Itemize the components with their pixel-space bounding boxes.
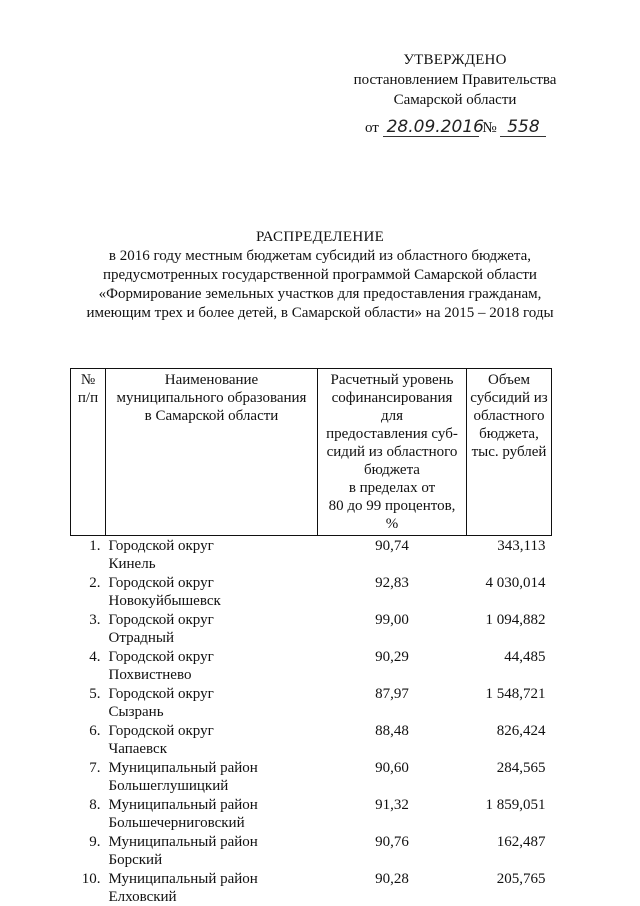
table-row <box>71 647 552 684</box>
row-volume: 1 548,721 <box>485 686 546 702</box>
header-number: № п/п <box>71 369 106 536</box>
approval-line-2: Самарской области <box>393 92 517 108</box>
title-line-4: имеющим трех и более детей, в Самарской области» на 2015 – 2018 годы <box>86 305 554 321</box>
header-municipality: Наименование муниципального образования в Самарской области <box>106 369 318 536</box>
table-row <box>71 721 552 758</box>
row-number: 3. <box>89 612 101 628</box>
handwritten-date: 28.09.2016 <box>383 118 479 137</box>
approval-line-1: постановлением Правительства <box>353 72 557 88</box>
row-rate: 90,60 <box>375 760 409 776</box>
row-rate: 87,97 <box>375 686 409 702</box>
row-municipality: Городской округ Кинель <box>108 538 214 572</box>
table-header-row <box>71 369 552 536</box>
row-municipality: Муниципальный район Борский <box>108 834 258 868</box>
title-main: РАСПРЕДЕЛЕНИЕ <box>255 229 385 245</box>
row-municipality: Городской округ Новокуйбышевск <box>108 575 221 609</box>
table-row <box>71 795 552 832</box>
row-rate: 88,48 <box>375 723 409 739</box>
number-label: № <box>482 120 497 136</box>
from-label: от <box>365 120 379 136</box>
header-cofinancing-rate: Расчетный уровень софинансирования для предоставления суб- сидий из областного бюджета в пределах от 80 до 99 процентов, % <box>318 369 467 536</box>
row-volume: 162,487 <box>496 834 546 850</box>
table-row <box>71 684 552 721</box>
row-volume: 826,424 <box>496 723 546 739</box>
row-municipality: Городской округ Чапаевск <box>108 723 214 757</box>
row-volume: 1 859,051 <box>485 797 546 813</box>
row-rate: 99,00 <box>375 612 409 628</box>
row-number: 5. <box>89 686 101 702</box>
row-rate: 92,83 <box>375 575 409 591</box>
row-number: 8. <box>89 797 101 813</box>
row-number: 6. <box>89 723 101 739</box>
title-line-1: в 2016 году местным бюджетам субсидий из областного бюджета, <box>108 248 532 264</box>
row-municipality: Городской округ Отрадный <box>108 612 214 646</box>
row-number: 9. <box>89 834 101 850</box>
approval-heading: УТВЕРЖДЕНО <box>403 52 507 68</box>
row-number: 10. <box>81 871 101 887</box>
table-row <box>71 573 552 610</box>
row-volume: 343,113 <box>497 538 546 554</box>
approval-stamp <box>330 50 580 110</box>
row-municipality: Муниципальный район Большечерниговский <box>108 797 258 831</box>
row-volume: 205,765 <box>496 871 546 887</box>
row-municipality: Городской округ Похвистнево <box>108 649 214 683</box>
table-row <box>71 536 552 574</box>
decree-date-number <box>365 118 546 137</box>
row-rate: 90,29 <box>375 649 409 665</box>
header-subsidy-volume: Объем субсидий из областного бюджета, тыс. рублей <box>467 369 552 536</box>
row-rate: 91,32 <box>375 797 409 813</box>
row-municipality: Городской округ Сызрань <box>108 686 214 720</box>
row-volume: 44,485 <box>504 649 546 665</box>
table-row <box>71 758 552 795</box>
row-number: 1. <box>89 538 101 554</box>
row-rate: 90,74 <box>375 538 409 554</box>
row-rate: 90,28 <box>375 871 409 887</box>
subsidy-table <box>70 368 552 906</box>
row-volume: 4 030,014 <box>485 575 546 591</box>
row-volume: 1 094,882 <box>485 612 546 628</box>
table-row <box>71 869 552 906</box>
title-line-2: предусмотренных государственной программой Самарской области <box>103 267 537 283</box>
row-volume: 284,565 <box>496 760 546 776</box>
table-row <box>71 832 552 869</box>
table-row <box>71 610 552 647</box>
handwritten-number: 558 <box>500 118 546 137</box>
row-municipality: Муниципальный район Елховский <box>108 871 258 905</box>
title-line-3: «Формирование земельных участков для предоставления гражданам, <box>98 286 542 302</box>
row-rate: 90,76 <box>375 834 409 850</box>
row-number: 4. <box>89 649 101 665</box>
row-number: 7. <box>89 760 101 776</box>
row-number: 2. <box>89 575 101 591</box>
row-municipality: Муниципальный район Большеглушицкий <box>108 760 258 794</box>
document-title <box>40 228 600 323</box>
